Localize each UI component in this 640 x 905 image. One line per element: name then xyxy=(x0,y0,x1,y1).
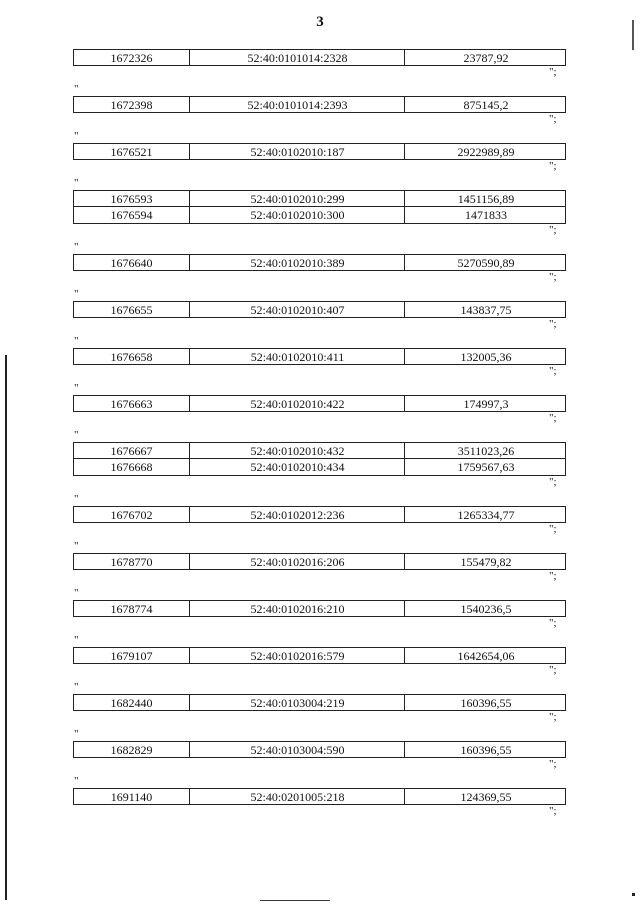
cadastral-number: 52:40:0102012:236 xyxy=(189,507,405,523)
registry-number: 1682440 xyxy=(110,696,153,710)
cadastral-value: 174997,3 xyxy=(404,396,567,412)
table-block xyxy=(0,492,640,535)
table-block xyxy=(0,287,640,330)
cadastral-number: 52:40:0102010:389 xyxy=(189,255,405,271)
footer-rule xyxy=(260,900,330,901)
cadastral-value: 143837,75 xyxy=(404,302,567,318)
cadastral-value: 160396,55 xyxy=(404,742,567,758)
closing-quote: "; xyxy=(549,523,557,535)
closing-quote: "; xyxy=(549,570,557,582)
table-block xyxy=(0,633,640,676)
cost-table-list xyxy=(0,49,640,817)
cadastral-number: 52:40:0102010:407 xyxy=(189,302,405,318)
registry-number: 1676593 xyxy=(110,192,153,206)
opening-quote: " xyxy=(74,382,79,394)
table-row xyxy=(73,395,566,412)
cadastral-number: 52:40:0102010:422 xyxy=(189,396,405,412)
table-row xyxy=(73,207,566,224)
table-block xyxy=(0,381,640,424)
table-row xyxy=(73,348,566,365)
table-row xyxy=(73,254,566,271)
cadastral-value: 5270590,89 xyxy=(404,255,567,271)
closing-quote: "; xyxy=(549,412,557,424)
cadastral-value: 23787,92 xyxy=(404,50,567,66)
page-number: 3 xyxy=(316,14,324,30)
table-block xyxy=(0,129,640,172)
table-row xyxy=(73,190,566,207)
opening-quote: " xyxy=(74,83,79,95)
table-row xyxy=(73,600,566,617)
registry-number: 1676668 xyxy=(110,460,153,474)
opening-quote: " xyxy=(74,540,79,552)
opening-quote: " xyxy=(74,335,79,347)
table-row xyxy=(73,553,566,570)
cadastral-number: 52:40:0201005:218 xyxy=(189,789,405,805)
opening-quote: " xyxy=(74,634,79,646)
closing-quote: "; xyxy=(549,758,557,770)
registry-number: 1676658 xyxy=(110,350,153,364)
opening-quote: " xyxy=(74,775,79,787)
table-row xyxy=(73,506,566,523)
registry-number: 1672326 xyxy=(110,51,153,65)
closing-quote: "; xyxy=(549,113,557,125)
closing-quote: "; xyxy=(549,271,557,283)
registry-number: 1676663 xyxy=(110,397,153,411)
cadastral-value: 160396,55 xyxy=(404,695,567,711)
registry-number: 1678774 xyxy=(110,602,153,616)
closing-quote: "; xyxy=(549,318,557,330)
table-row xyxy=(73,442,566,459)
closing-quote: "; xyxy=(549,617,557,629)
cadastral-value: 1451156,89 xyxy=(404,191,567,207)
cadastral-number: 52:40:0101014:2328 xyxy=(189,50,405,66)
registry-number: 1676667 xyxy=(110,444,153,458)
table-row xyxy=(73,459,566,476)
closing-quote: "; xyxy=(549,664,557,676)
opening-quote: " xyxy=(74,429,79,441)
cadastral-number: 52:40:0102016:210 xyxy=(189,601,405,617)
closing-quote: "; xyxy=(549,224,557,236)
cadastral-value: 124369,55 xyxy=(404,789,567,805)
registry-number: 1678770 xyxy=(110,555,153,569)
cadastral-value: 1471833 xyxy=(404,207,567,223)
table-block xyxy=(0,680,640,723)
registry-number: 1691140 xyxy=(110,790,153,804)
registry-number: 1676655 xyxy=(110,303,153,317)
registry-number: 1676521 xyxy=(110,145,153,159)
registry-number: 1682829 xyxy=(110,743,153,757)
table-row xyxy=(73,741,566,758)
table-block xyxy=(0,774,640,817)
registry-number: 1676702 xyxy=(110,508,153,522)
cadastral-number: 52:40:0102010:411 xyxy=(189,349,405,365)
opening-quote: " xyxy=(74,728,79,740)
table-block xyxy=(0,49,640,78)
table-row xyxy=(73,143,566,160)
cadastral-number: 52:40:0103004:590 xyxy=(189,742,405,758)
closing-quote: "; xyxy=(549,365,557,377)
table-block xyxy=(0,82,640,125)
table-row xyxy=(73,647,566,664)
closing-quote: "; xyxy=(549,160,557,172)
cadastral-value: 1642654,06 xyxy=(404,648,567,664)
cadastral-value: 132005,36 xyxy=(404,349,567,365)
cadastral-value: 3511023,26 xyxy=(404,443,567,459)
cadastral-value: 155479,82 xyxy=(404,554,567,570)
cadastral-value: 1759567,63 xyxy=(404,459,567,475)
table-row xyxy=(73,49,566,66)
opening-quote: " xyxy=(74,241,79,253)
table-block xyxy=(0,586,640,629)
cadastral-value: 875145,2 xyxy=(404,97,567,113)
cadastral-number: 52:40:0102010:434 xyxy=(189,459,405,475)
scan-dot xyxy=(632,893,635,896)
opening-quote: " xyxy=(74,288,79,300)
table-row xyxy=(73,96,566,113)
cadastral-number: 52:40:0102010:187 xyxy=(189,144,405,160)
opening-quote: " xyxy=(74,587,79,599)
opening-quote: " xyxy=(74,177,79,189)
opening-quote: " xyxy=(74,130,79,142)
cadastral-number: 52:40:0101014:2393 xyxy=(189,97,405,113)
table-block xyxy=(0,176,640,236)
registry-number: 1676594 xyxy=(110,208,153,222)
closing-quote: "; xyxy=(549,476,557,488)
cadastral-number: 52:40:0103004:219 xyxy=(189,695,405,711)
table-block xyxy=(0,240,640,283)
cadastral-value: 2922989,89 xyxy=(404,144,567,160)
table-row xyxy=(73,301,566,318)
cadastral-number: 52:40:0102010:300 xyxy=(189,207,405,223)
cadastral-number: 52:40:0102016:206 xyxy=(189,554,405,570)
cadastral-value: 1540236,5 xyxy=(404,601,567,617)
registry-number: 1676640 xyxy=(110,256,153,270)
registry-number: 1672398 xyxy=(110,98,153,112)
table-row xyxy=(73,788,566,805)
opening-quote: " xyxy=(74,493,79,505)
cadastral-value: 1265334,77 xyxy=(404,507,567,523)
table-block xyxy=(0,539,640,582)
cadastral-number: 52:40:0102016:579 xyxy=(189,648,405,664)
scan-edge-mark xyxy=(632,20,634,50)
cadastral-number: 52:40:0102010:299 xyxy=(189,191,405,207)
table-row xyxy=(73,694,566,711)
closing-quote: "; xyxy=(549,805,557,817)
table-block xyxy=(0,428,640,488)
closing-quote: "; xyxy=(549,711,557,723)
opening-quote: " xyxy=(74,681,79,693)
closing-quote: "; xyxy=(549,66,557,78)
cadastral-number: 52:40:0102010:432 xyxy=(189,443,405,459)
registry-number: 1679107 xyxy=(110,649,153,663)
table-block xyxy=(0,727,640,770)
table-block xyxy=(0,334,640,377)
